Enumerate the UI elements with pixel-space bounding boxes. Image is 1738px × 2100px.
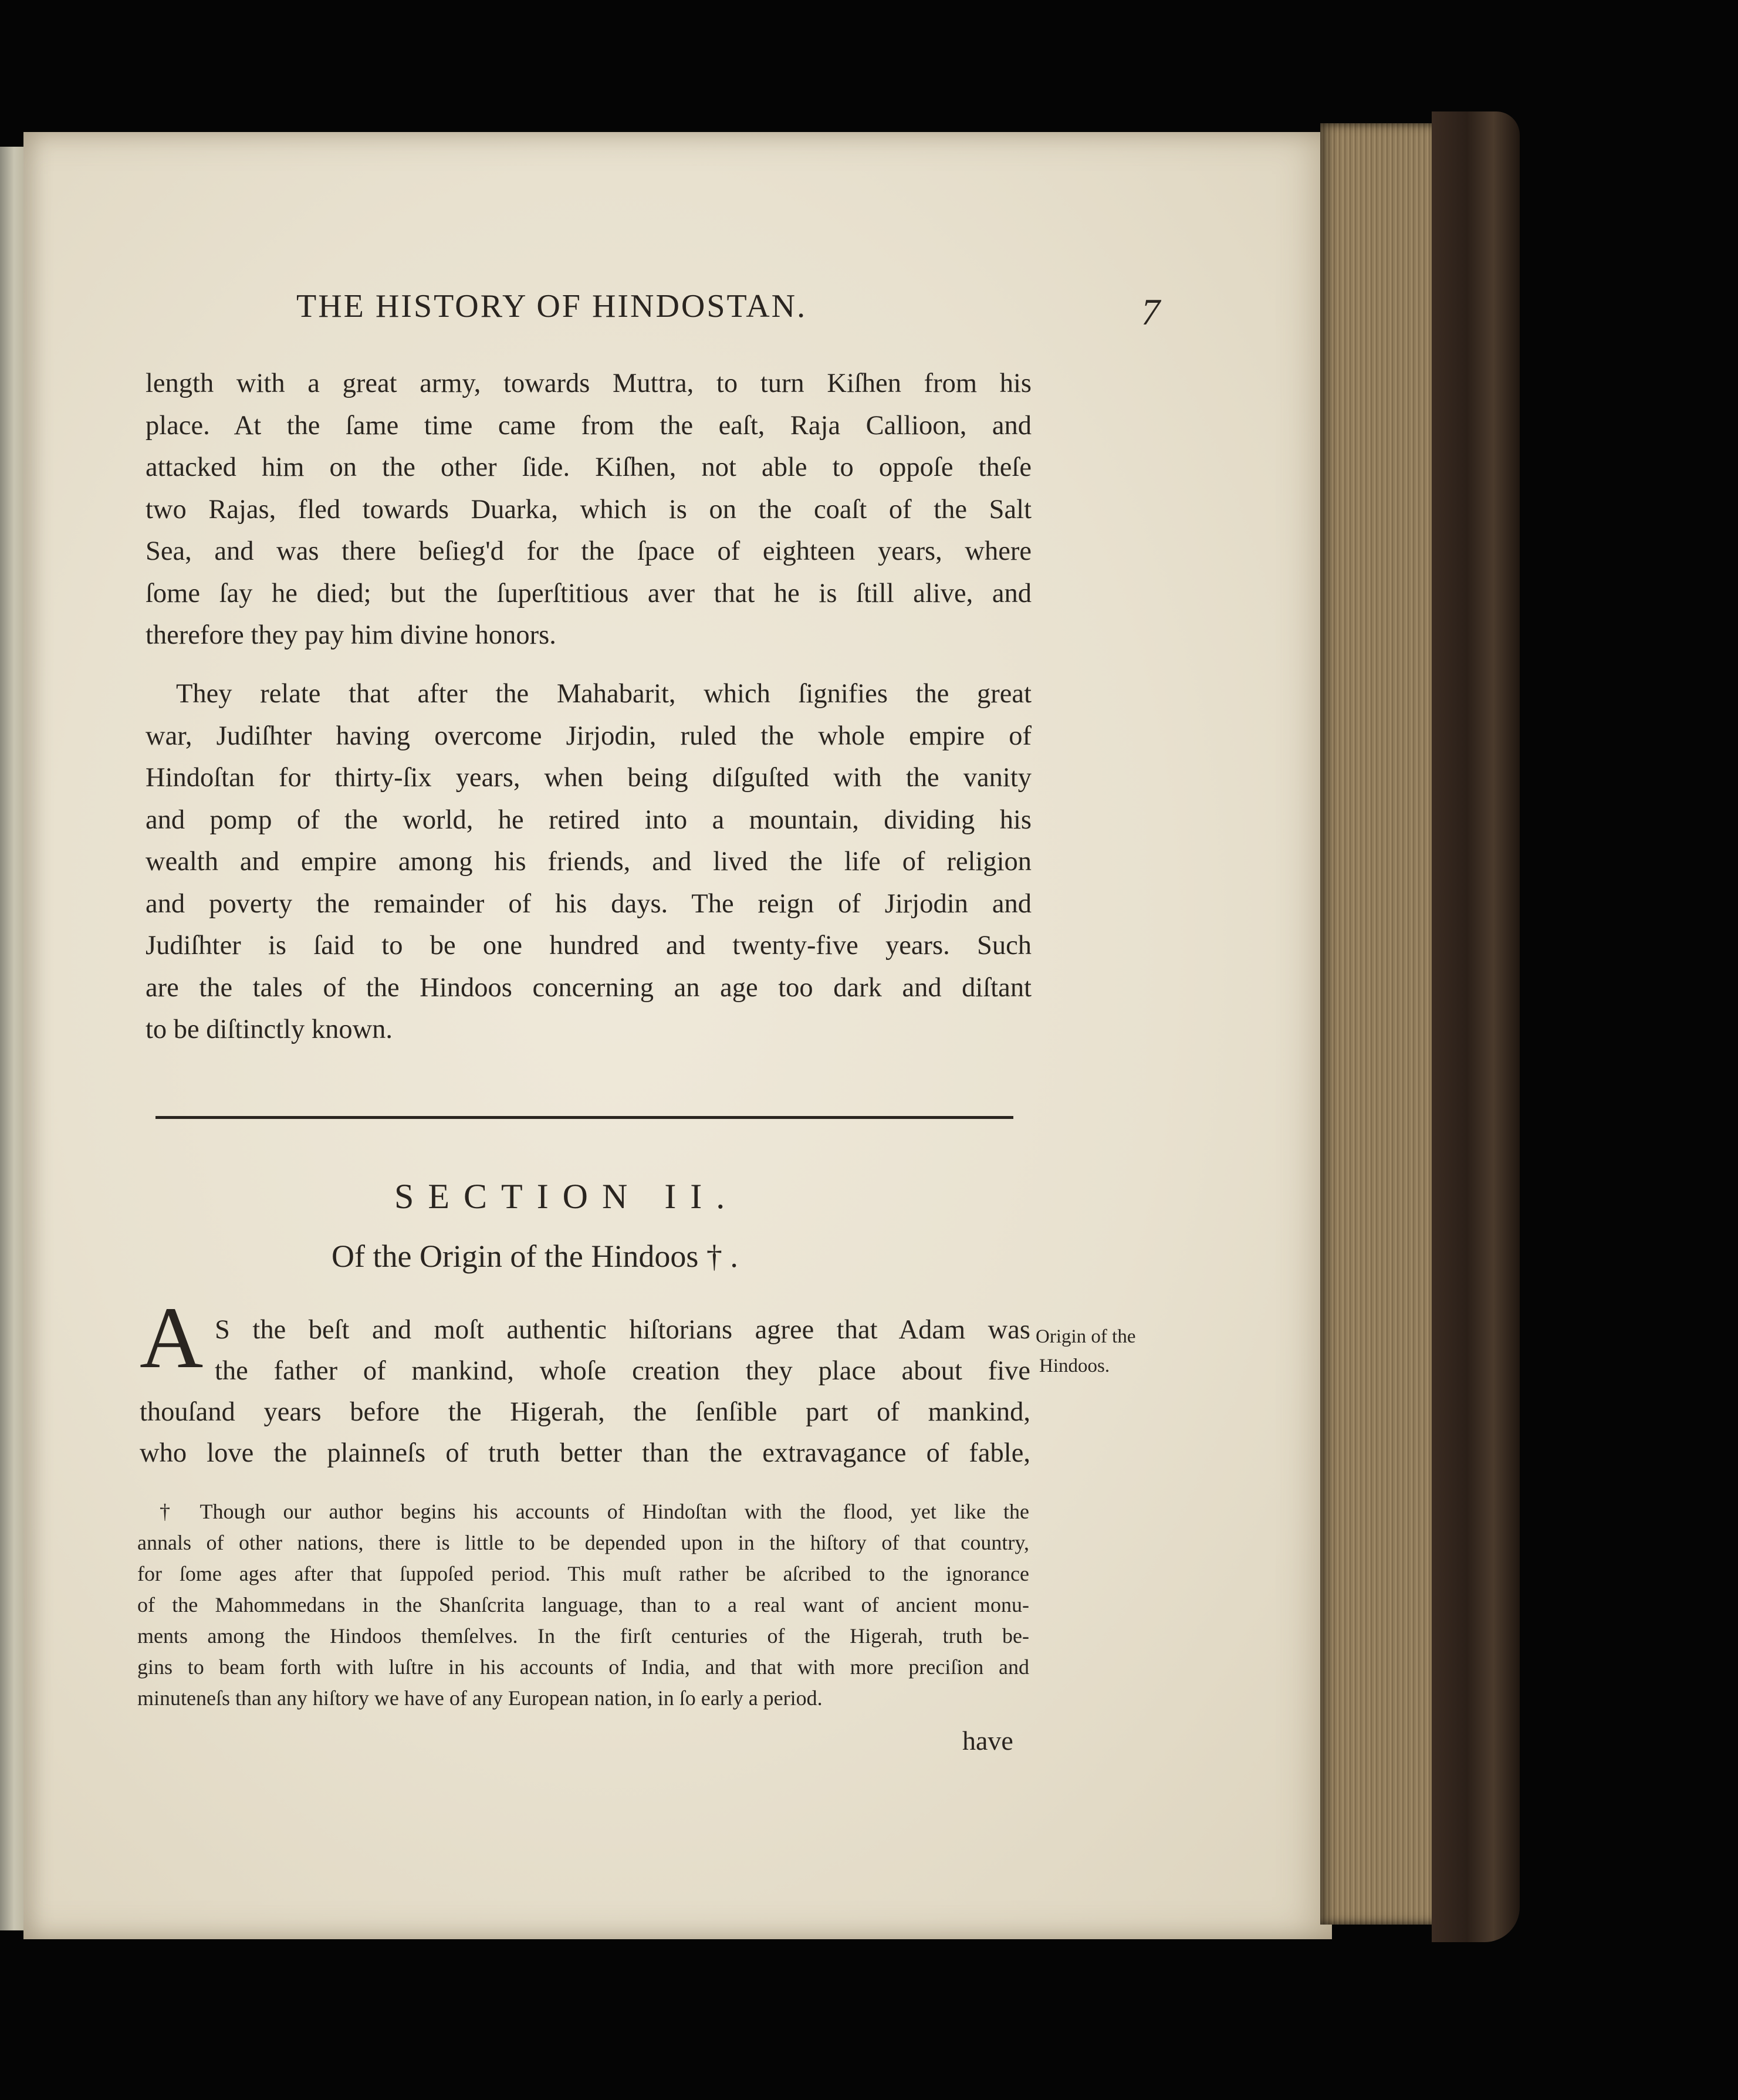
paragraph-2: [146, 673, 1032, 1051]
margin-note-line: Origin of the: [1036, 1326, 1136, 1347]
text-line: to be diſtinctly known.: [146, 1015, 393, 1044]
page-block-edge: [1320, 123, 1443, 1925]
text-line: Sea, and was there beſieg'd for the ſpace of eighteen years, where: [146, 536, 1032, 566]
running-head: THE HISTORY OF HINDOSTAN.: [296, 288, 807, 324]
section-heading: SECTION II.: [394, 1177, 739, 1216]
book-cover: [1432, 111, 1520, 1942]
text-line: who love the plainneſs of truth better than the extravagance of fable,: [140, 1438, 1030, 1468]
text-line: and poverty the remainder of his days. The reign of Jirjodin and: [146, 888, 1032, 919]
footnote-line: minuteneſs than any hiſtory we have of any European nation, in ſo early a period.: [137, 1686, 823, 1710]
page-number: 7: [1141, 291, 1160, 333]
margin-note: [1036, 1322, 1135, 1381]
catchword: have: [962, 1726, 1013, 1756]
text-line: place. At the ſame time came from the eaſt, Raja Callioon, and: [146, 410, 1032, 441]
footnote-line: for ſome ages after that ſuppoſed period. This muſt rather be aſcribed to the ignorance: [137, 1562, 1029, 1585]
text-line: attacked him on the other ſide. Kiſhen, not able to oppoſe theſe: [146, 452, 1032, 482]
text-line: Hindoſtan for thirty-ſix years, when being diſguſted with the vanity: [146, 763, 1032, 793]
footnote-line: of the Mahommedans in the Shanſcrita language, than to a real want of ancient monu-: [137, 1593, 1029, 1617]
footnote-line: † Though our author begins his accounts of Hindoſtan with the flood, yet like the: [160, 1500, 1029, 1523]
text-line: are the tales of the Hindoos concerning an age too dark and diſtant: [146, 972, 1032, 1003]
drop-cap: A: [140, 1289, 204, 1387]
footnote-line: annals of other nations, there is little to be depended upon in the hiſtory of that country,: [137, 1531, 1029, 1554]
left-page-edge: [0, 147, 23, 1930]
text-line: two Rajas, fled towards Duarka, which is on the coaſt of the Salt: [146, 494, 1032, 525]
text-line: and pomp of the world, he retired into a mountain, dividing his: [146, 804, 1032, 835]
text-line: They relate that after the Mahabarit, which ſignifies the great: [176, 679, 1032, 709]
paragraph-3: [140, 1310, 1030, 1474]
text-line: length with a great army, towards Muttra, to turn Kiſhen from his: [146, 368, 1032, 398]
paragraph-1: [146, 363, 1032, 657]
text-line: S the beſt and moſt authentic hiſtorians agree that Adam was: [215, 1315, 1030, 1345]
footnote: [137, 1496, 1029, 1714]
section-subtitle: Of the Origin of the Hindoos † .: [332, 1239, 738, 1274]
text-line: therefore they pay him divine honors.: [146, 620, 556, 650]
text-line: thouſand years before the Higerah, the ſenſible part of mankind,: [140, 1397, 1030, 1427]
text-line: war, Judiſhter having overcome Jirjodin, ruled the whole empire of: [146, 721, 1032, 751]
margin-note-line: Hindoos.: [1039, 1355, 1110, 1377]
text-line: the father of mankind, whoſe creation they place about five: [215, 1356, 1030, 1386]
text-line: Judiſhter is ſaid to be one hundred and twenty-five years. Such: [146, 931, 1032, 961]
footnote-line: gins to beam forth with luſtre in his accounts of India, and that with more preciſion and: [137, 1655, 1029, 1679]
text-line: ſome ſay he died; but the ſuperſtitious aver that he is ſtill alive, and: [146, 578, 1032, 608]
footnote-line: ments among the Hindoos themſelves. In the firſt centuries of the Higerah, truth be-: [137, 1624, 1029, 1648]
section-divider: [155, 1116, 1013, 1119]
text-line: wealth and empire among his friends, and lived the life of religion: [146, 847, 1032, 877]
